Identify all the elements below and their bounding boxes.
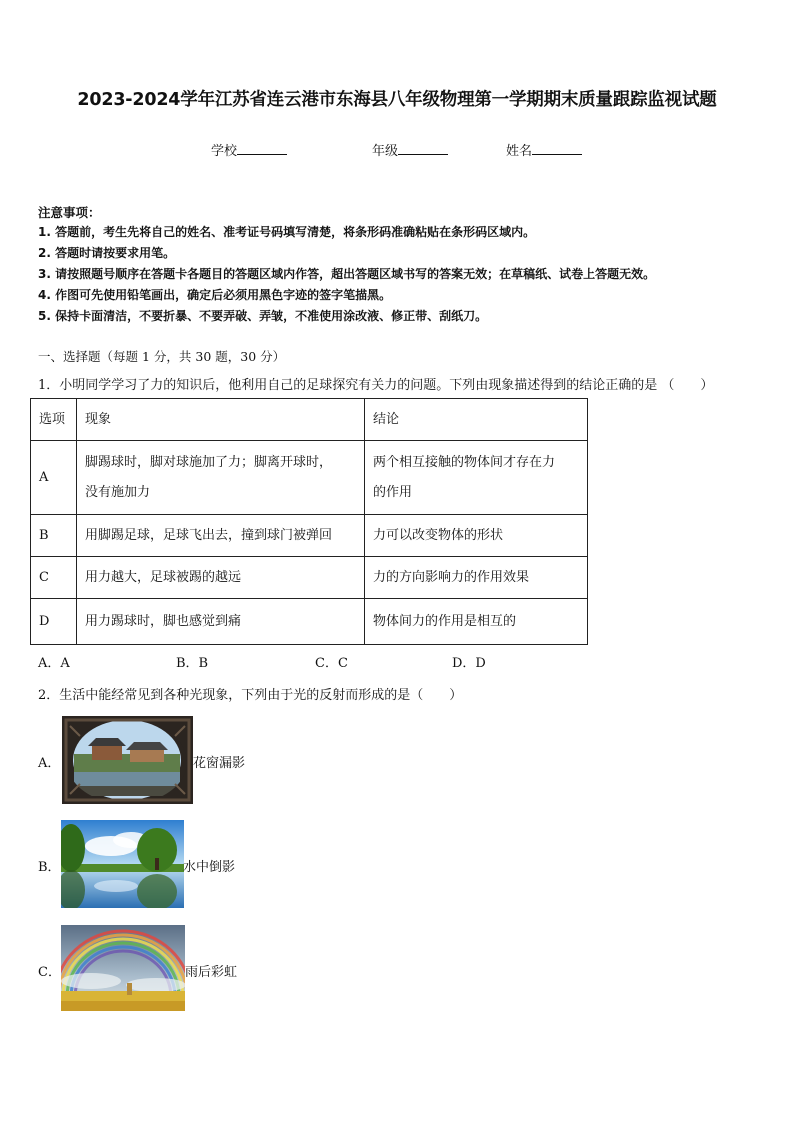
table-row [31, 515, 588, 557]
row-conclusion [365, 441, 588, 515]
school-blank[interactable] [237, 142, 287, 155]
question-2-option-c[interactable] [38, 925, 278, 1013]
row-option: D [31, 599, 77, 645]
conclusion-line: 的作用 [373, 484, 413, 500]
phenomenon-line: 脚踢球时，脚对球施加了力；脚离开球时， [85, 454, 333, 470]
student-info-row [0, 140, 794, 160]
notes-list [38, 222, 655, 327]
option-caption: 花窗漏影 [193, 756, 246, 771]
lattice-window-photo [62, 716, 193, 804]
option-caption: 雨后彩虹 [185, 965, 238, 980]
conclusion-line: 两个相互接触的物体间才存在力 [373, 454, 556, 470]
header-conclusion: 结论 [365, 399, 588, 441]
option-letter: B． [38, 860, 61, 875]
header-phenomenon: 现象 [77, 399, 365, 441]
table-row [31, 441, 588, 515]
option-letter: A． [38, 756, 61, 771]
row-conclusion: 物体间力的作用是相互的 [365, 599, 588, 645]
name-field[interactable] [506, 140, 582, 159]
header-option: 选项 [31, 399, 77, 441]
table-row [31, 599, 588, 645]
name-label: 姓名 [506, 144, 533, 159]
row-conclusion: 力可以改变物体的形状 [365, 515, 588, 557]
note-item: 2. 答题时请按要求用笔。 [38, 246, 176, 260]
row-option: A [31, 441, 77, 515]
row-phenomenon [77, 441, 365, 515]
water-reflection-photo [61, 820, 184, 908]
option-c[interactable]: C．C [315, 656, 348, 671]
option-d[interactable]: D．D [452, 656, 486, 671]
option-letter: C． [38, 965, 61, 980]
notes-heading: 注意事项： [38, 205, 101, 220]
grade-field[interactable] [372, 140, 448, 159]
grade-blank[interactable] [398, 142, 448, 155]
rainbow-photo [61, 925, 185, 1011]
question-1-stem: 1．小明同学学习了力的知识后，他利用自己的足球探究有关力的问题。下列由现象描述得到的结论正确的是 （ ） [38, 378, 714, 393]
row-phenomenon: 用力越大，足球被踢的越远 [77, 557, 365, 599]
row-conclusion: 力的方向影响力的作用效果 [365, 557, 588, 599]
question-1-table [30, 398, 588, 645]
table-row [31, 557, 588, 599]
option-b[interactable]: B．B [176, 656, 209, 671]
note-item: 1. 答题前，考生先将自己的姓名、准考证号码填写清楚，将条形码准确粘贴在条形码区域内。 [38, 225, 536, 239]
phenomenon-line: 没有施加力 [85, 484, 151, 500]
exam-title: 2023-2024学年江苏省连云港市东海县八年级物理第一学期期末质量跟踪监视试题 [77, 90, 717, 110]
note-item: 4. 作图可先使用铅笔画出，确定后必须用黑色字迹的签字笔描黑。 [38, 288, 392, 302]
school-field[interactable] [211, 140, 287, 159]
row-phenomenon: 用力踢球时，脚也感觉到痛 [77, 599, 365, 645]
row-option: B [31, 515, 77, 557]
school-label: 学校 [211, 144, 238, 159]
option-caption: 水中倒影 [183, 860, 236, 875]
row-option: C [31, 557, 77, 599]
question-2-option-a[interactable] [38, 716, 278, 804]
table-header-row [31, 399, 588, 441]
option-a[interactable]: A．A [38, 656, 70, 671]
name-blank[interactable] [532, 142, 582, 155]
row-phenomenon: 用脚踢足球，足球飞出去，撞到球门被弹回 [77, 515, 365, 557]
grade-label: 年级 [372, 144, 399, 159]
note-item: 3. 请按照题号顺序在答题卡各题目的答题区域内作答，超出答题区域书写的答案无效；在草稿纸、试卷上答题无效。 [38, 267, 656, 281]
section-heading: 一、选择题（每题 1 分，共 30 题，30 分） [38, 349, 286, 364]
note-item: 5. 保持卡面清洁，不要折暴、不要弄破、弄皱，不准使用涂改液、修正带、刮纸刀。 [38, 309, 488, 323]
question-2-stem: 2．生活中能经常见到各种光现象，下列由于光的反射而形成的是（ ） [38, 688, 463, 703]
question-2-option-b[interactable] [38, 820, 278, 908]
